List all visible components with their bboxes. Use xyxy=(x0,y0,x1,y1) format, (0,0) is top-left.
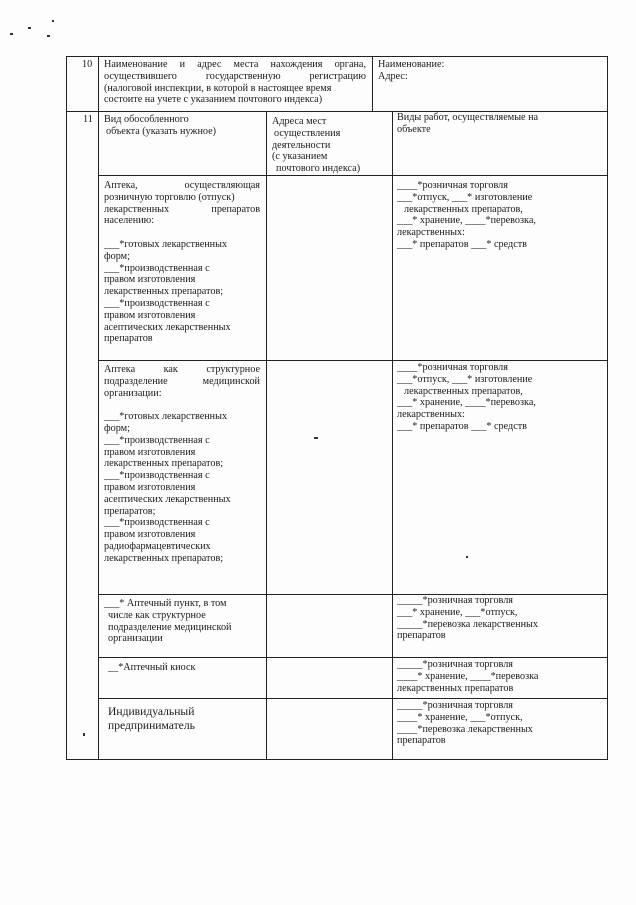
text-line: ___*производственная с xyxy=(104,434,210,446)
text-line: лекарственных препаратов xyxy=(104,203,260,215)
scan-speck xyxy=(10,33,13,35)
scan-speck xyxy=(47,35,50,37)
pharmacy-structural-object xyxy=(104,364,260,565)
text-line: Аптека как структурное xyxy=(104,364,260,375)
row10-value xyxy=(378,59,444,83)
text-line: (с указанием xyxy=(272,151,328,163)
table-rule xyxy=(66,56,67,760)
text-line: лекарственных препаратов; xyxy=(104,552,224,564)
scan-speck xyxy=(466,556,468,558)
table-rule xyxy=(607,56,608,760)
text-line: правом изготовления xyxy=(104,481,196,493)
text-line: Аптека, осуществляющая xyxy=(104,180,260,191)
text-line: ____* хранение, ___*отпуск, xyxy=(397,711,523,723)
scan-speck xyxy=(28,27,31,29)
text-line: ___*производственная с xyxy=(104,297,210,309)
table-rule xyxy=(98,56,99,760)
text-line: лекарственных препаратов; xyxy=(104,286,224,298)
text-line xyxy=(104,227,260,239)
text-line: ___*готовых лекарственных xyxy=(104,238,228,250)
text-line: подразделение медицинской xyxy=(108,621,232,633)
text-line: Наименование и адрес места нахождения органа, xyxy=(104,59,366,70)
text-line: форм; xyxy=(104,422,130,434)
text-line: асептических лекарственных xyxy=(104,321,231,333)
text-line: ____* хранение, ____*перевозка xyxy=(397,670,539,682)
text-line: препаратов xyxy=(397,735,446,747)
text-line: ___* хранение, ____*перевозка, xyxy=(397,215,536,227)
text-line: __*Аптечный киоск xyxy=(108,662,196,673)
text-line: числе как структурное xyxy=(108,609,206,621)
text-line: Адреса мест xyxy=(272,116,327,127)
text-line: ___* препаратов ___* средств xyxy=(397,238,527,250)
row-number: 10 xyxy=(82,59,93,70)
text-line: лекарственных препаратов xyxy=(397,682,514,694)
text-line: препаратов; xyxy=(104,505,156,517)
table-rule xyxy=(66,759,608,760)
text-line: асептических лекарственных xyxy=(104,493,231,505)
table-rule xyxy=(98,360,608,361)
text-line: ___* хранение, ____*перевозка, xyxy=(397,397,536,409)
text-line: препаратов xyxy=(104,333,153,345)
individual-object xyxy=(108,705,195,733)
text-line: осуществившего государственную регистрацию xyxy=(104,70,366,82)
text-line: препаратов xyxy=(397,630,446,642)
text-line: лекарственных: xyxy=(397,227,465,239)
text-line: Адрес: xyxy=(378,70,408,82)
text-line: лекарственных препаратов, xyxy=(404,203,523,215)
text-line: лекарственных препаратов; xyxy=(104,458,224,470)
scan-speck xyxy=(52,20,54,22)
text-line: Виды работ, осуществляемые на xyxy=(397,112,539,123)
text-line: объекте xyxy=(397,123,431,135)
text-line: ___*производственная с xyxy=(104,470,210,482)
text-line: предприниматель xyxy=(108,719,195,732)
text-line: ___*отпуск, ___* изготовление xyxy=(397,373,533,385)
scan-speck xyxy=(83,733,85,736)
row10-label xyxy=(104,59,366,106)
pharmacy-works xyxy=(397,180,536,251)
table-rule xyxy=(372,56,373,112)
text-line: ___* Аптечный пункт, в том xyxy=(104,598,227,609)
text-line: осуществления xyxy=(274,127,341,139)
text-line: объекта (указать нужное) xyxy=(106,125,217,137)
text-line: правом изготовления xyxy=(104,529,196,541)
text-line: состоите на учете с указанием почтового индекса) xyxy=(104,94,323,106)
table-rule xyxy=(392,111,393,759)
text-line: _____*розничная торговля xyxy=(397,659,513,670)
text-line: _____*розничная торговля xyxy=(397,595,513,606)
text-line: розничную торговлю (отпуск) xyxy=(104,191,235,203)
table-rule xyxy=(98,657,608,658)
text-line: подразделение медицинской xyxy=(104,375,260,387)
text-line: _____*перевозка лекарственных xyxy=(397,618,538,630)
text-line: ____*перевозка лекарственных xyxy=(397,723,533,735)
text-line: (налоговой инспекции, в которой в настоящее время xyxy=(104,82,332,94)
row-number: 11 xyxy=(83,114,93,125)
text-line: ___*производственная с xyxy=(104,262,210,274)
text-line: деятельности xyxy=(272,139,331,151)
text-line: правом изготовления xyxy=(104,274,196,286)
individual-works xyxy=(397,700,533,747)
pharmacy-point-works xyxy=(397,595,538,642)
table-rule xyxy=(98,698,608,699)
text-line: радиофармацевтических xyxy=(104,540,211,552)
text-line: Вид обособленного xyxy=(104,114,189,125)
text-line: форм; xyxy=(104,250,130,262)
text-line: организации xyxy=(108,633,163,645)
table-rule xyxy=(98,175,608,176)
text-line: ____*розничная торговля xyxy=(397,362,508,373)
pharmacy-object xyxy=(104,180,260,345)
text-line: ___*отпуск, ___* изготовление xyxy=(397,191,533,203)
text-line: ___* хранение, ___*отпуск, xyxy=(397,606,518,618)
text-line: организации: xyxy=(104,387,162,399)
text-line: населению: xyxy=(104,215,155,227)
table-rule xyxy=(66,56,608,57)
pharmacy-kiosk-works xyxy=(397,659,538,694)
text-line: ___* препаратов ___* средств xyxy=(397,420,527,432)
text-line: ____*розничная торговля xyxy=(397,180,508,191)
pharmacy-kiosk-object xyxy=(108,662,195,674)
pharmacy-structural-works xyxy=(397,362,536,433)
header-addresses xyxy=(272,116,360,175)
text-line: ___*готовых лекарственных xyxy=(104,411,228,423)
text-line: лекарственных препаратов, xyxy=(404,385,523,397)
text-line: правом изготовления xyxy=(104,309,196,321)
text-line: Наименование: xyxy=(378,59,445,70)
header-object-type xyxy=(104,114,216,138)
table-rule xyxy=(266,111,267,759)
text-line: ___*производственная с xyxy=(104,517,210,529)
text-line: лекарственных: xyxy=(397,409,465,421)
text-line xyxy=(104,399,260,411)
scan-speck xyxy=(314,437,318,439)
text-line: правом изготовления xyxy=(104,446,196,458)
pharmacy-point-object xyxy=(104,598,232,645)
text-line: _____*розничная торговля xyxy=(397,700,513,711)
text-line: почтового индекса) xyxy=(276,163,361,175)
text-line: Индивидуальный xyxy=(108,705,195,718)
header-work-types xyxy=(397,112,538,136)
